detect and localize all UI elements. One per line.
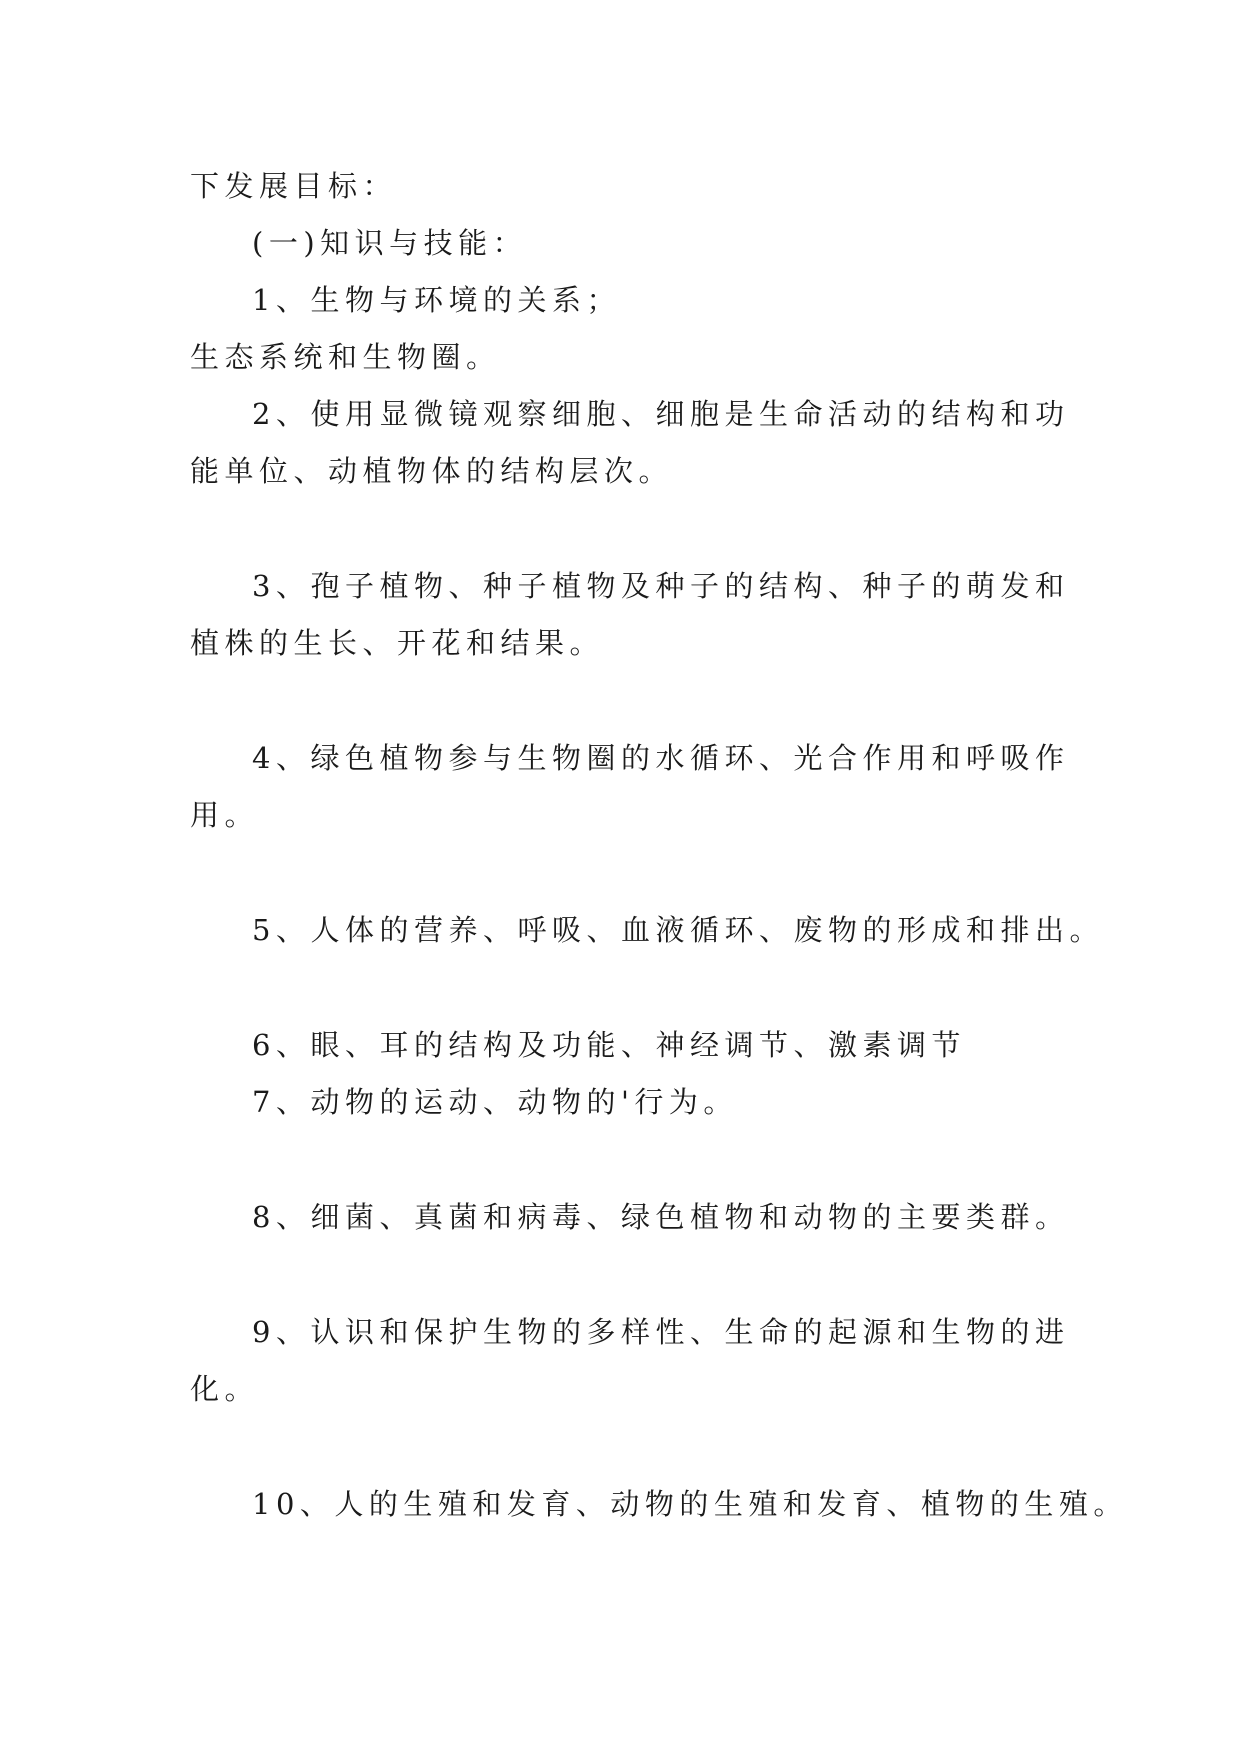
list-item: 7、动物的运动、动物的'行为。	[252, 1085, 738, 1119]
text-line: 下发展目标：	[190, 169, 398, 203]
list-item: 2、使用显微镜观察细胞、细胞是生命活动的结构和功	[252, 397, 1070, 431]
list-item: 1、生物与环境的关系；	[252, 283, 621, 317]
list-item: 4、绿色植物参与生物圈的水循环、光合作用和呼吸作	[252, 741, 1070, 775]
section-heading: (一)知识与技能：	[252, 226, 528, 260]
list-item: 6、眼、耳的结构及功能、神经调节、激素调节	[252, 1028, 966, 1062]
list-item: 3、孢子植物、种子植物及种子的结构、种子的萌发和	[252, 569, 1070, 603]
text-line: 用。	[190, 798, 260, 832]
list-item: 8、细菌、真菌和病毒、绿色植物和动物的主要类群。	[252, 1200, 1070, 1234]
list-item: 10、人的生殖和发育、动物的生殖和发育、植物的生殖。	[252, 1487, 1128, 1521]
text-line: 化。	[190, 1372, 260, 1406]
text-line: 生态系统和生物圈。	[190, 340, 501, 374]
text-line: 能单位、动植物体的结构层次。	[190, 454, 674, 488]
list-item: 9、认识和保护生物的多样性、生命的起源和生物的进	[252, 1315, 1070, 1349]
text-line: 植株的生长、开花和结果。	[190, 626, 605, 660]
list-item: 5、人体的营养、呼吸、血液循环、废物的形成和排出。	[252, 913, 1104, 947]
